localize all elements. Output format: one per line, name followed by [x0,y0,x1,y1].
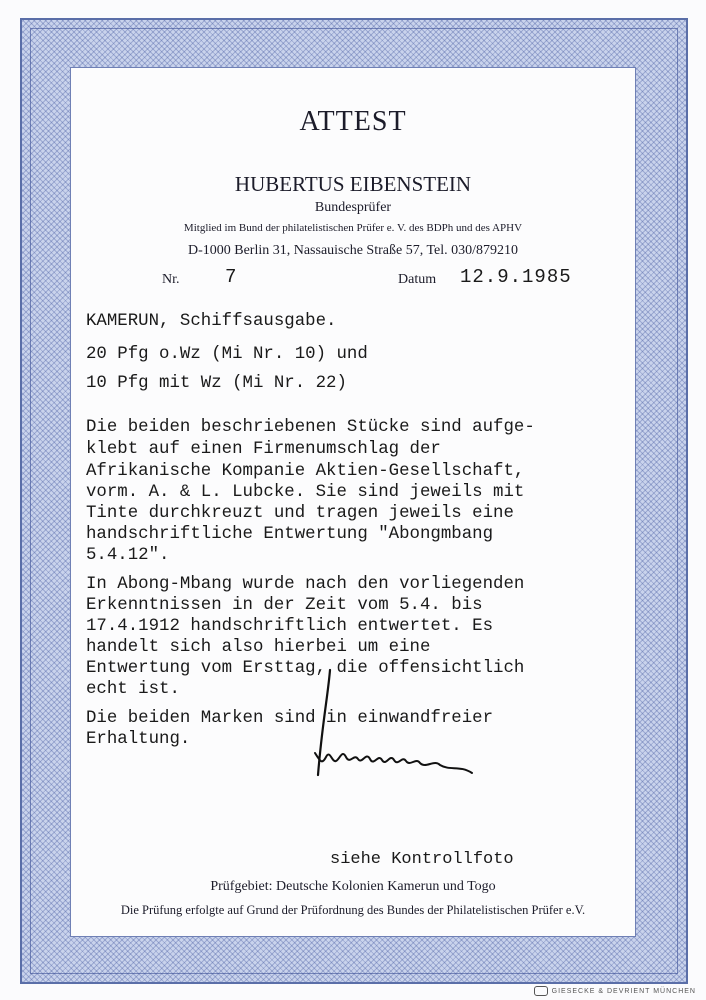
datum-value: 12.9.1985 [460,266,572,288]
paragraph1-line: Die beiden beschriebenen Stücke sind aufge- [86,418,535,437]
datum-label: Datum [398,272,437,287]
printer-name: GIESECKE & DEVRIENT MÜNCHEN [551,987,696,995]
control-photo-note: siehe Kontrollfoto [330,850,514,869]
membership-line: Mitglied im Bund der philatelistischen Prüfer e. V. des BDPh und des APHV [183,222,523,234]
printer-logo-icon [534,986,548,996]
paragraph1-line: vorm. A. & L. Lubcke. Sie sind jeweils mit [86,483,525,502]
item-line: 10 Pfg mit Wz (Mi Nr. 22) [86,374,347,393]
address-line: D-1000 Berlin 31, Nassauische Straße 57, Tel. 030/879210 [187,243,519,258]
nr-label: Nr. [162,272,180,287]
item-line: 20 Pfg o.Wz (Mi Nr. 10) und [86,345,368,364]
paragraph2-line: In Abong-Mbang wurde nach den vorliegenden [86,575,525,594]
item-line: KAMERUN, Schiffsausgabe. [86,312,337,331]
paragraph2-line: 17.4.1912 handschriftlich entwertet. Es [86,617,494,636]
paragraph3-line: Die beiden Marken sind in einwandfreier [86,709,494,728]
examiner-role: Bundesprüfer [314,200,392,215]
nr-value: 7 [225,266,237,288]
printer-imprint [534,986,696,996]
certificate-title: ATTEST [299,106,407,137]
paragraph1-line: klebt auf einen Firmenumschlag der [86,440,441,459]
paragraph3-line: Erhaltung. [86,730,191,749]
paragraph2-line: Erkenntnissen in der Zeit vom 5.4. bis [86,596,483,615]
handwritten-signature [300,665,490,785]
paragraph2-line: handelt sich also hierbei um eine [86,638,431,657]
paragraph1-line: Afrikanische Kompanie Aktien-Gesellschaft, [86,462,525,481]
examiner-name: HUBERTUS EIBENSTEIN [234,172,472,196]
paragraph2-line: Entwertung vom Ersttag, die offensichtlich [86,659,525,678]
paragraph1-line: 5.4.12". [86,546,170,565]
paragraph1-line: Tinte durchkreuzt und tragen jeweils eine [86,504,514,523]
examination-rules-note: Die Prüfung erfolgte auf Grund der Prüfordnung des Bundes der Philatelistischen Prüfer e.V. [120,903,586,917]
examination-area: Prüfgebiet: Deutsche Kolonien Kamerun und Togo [210,879,496,894]
paragraph2-line: echt ist. [86,680,180,699]
paragraph1-line: handschriftliche Entwertung "Abongmbang [86,525,494,544]
